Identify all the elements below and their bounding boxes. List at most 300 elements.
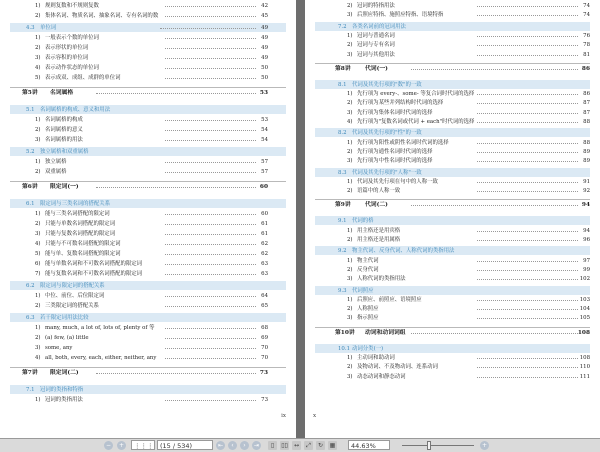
toc-entry-number: 5.2 <box>26 149 35 155</box>
zoom-in-plus-icon[interactable]: + <box>481 442 488 449</box>
toc-entry-number: 1) <box>347 139 353 146</box>
toc-entry-title: 先行项为某些并列结构时代词的选择 <box>357 100 444 107</box>
leader-dots <box>165 274 256 275</box>
page-layout-selector[interactable]: ⋮⋮⋮ <box>131 440 155 450</box>
toc-page-number: 86 <box>583 91 590 98</box>
last-page-icon[interactable]: ⇥ <box>253 442 260 449</box>
leader-dots <box>165 348 256 349</box>
toc-section-row[interactable] <box>0 199 296 209</box>
toc-entry-title: 能与单、复数名词搭配的限定词 <box>45 251 121 257</box>
toc-page-number: 105 <box>579 315 590 322</box>
leader-dots <box>165 38 256 39</box>
toc-item-row[interactable] <box>305 235 600 245</box>
toc-entry-title: 先行项为中性名词时代词的选择 <box>357 158 433 165</box>
toc-entry-title: 独立属格 <box>45 159 67 165</box>
leader-dots <box>477 45 578 46</box>
leader-dots <box>165 68 256 69</box>
toc-entry-title: 一般表示个数的单位词 <box>45 35 99 41</box>
toc-item-row[interactable] <box>0 53 296 63</box>
toc-entry-title: 及物动词、不及物动词、连系动词 <box>357 364 438 371</box>
leader-dots <box>477 358 578 359</box>
toc-entry-title: 能与复数名词和不可数名词搭配的限定词 <box>45 271 143 277</box>
two-page-icon[interactable]: ▯▯ <box>281 442 288 449</box>
fit-page-icon[interactable]: ⤢ <box>304 441 313 450</box>
toc-item-row[interactable] <box>0 11 296 21</box>
toc-page-number: 102 <box>579 276 590 283</box>
toc-entry-number: 2) <box>347 237 353 243</box>
toc-page-number: 104 <box>579 306 590 313</box>
toc-entry-number: 1) <box>35 3 41 9</box>
leader-dots <box>477 240 578 241</box>
toc-entry-title: 代词及其先行项的"性"的一致 <box>352 130 422 137</box>
leader-dots <box>477 270 578 271</box>
toc-entry-number: 3) <box>347 51 353 58</box>
toc-entry-title: 若干限定词用法比较 <box>40 315 89 321</box>
toc-item-row[interactable] <box>0 167 296 177</box>
leader-dots <box>165 338 256 339</box>
first-page-icon[interactable]: ⇤ <box>217 442 224 449</box>
toc-page-number: 70 <box>261 355 268 361</box>
toc-entry-title: 先行项为阳性或阴性名词时代词的选择 <box>357 139 449 146</box>
leader-dots <box>165 306 256 307</box>
toc-entry-number: 6) <box>35 261 41 267</box>
toc-entry-title: 冠词的类指用法 <box>45 397 83 403</box>
toc-item-row[interactable] <box>305 117 600 127</box>
toc-entry-number: 3) <box>347 315 353 322</box>
toc-item-row[interactable] <box>305 274 600 284</box>
leader-dots <box>165 234 256 235</box>
toc-page-number: 87 <box>583 100 590 107</box>
toc-entry-number: 第7讲 <box>22 370 38 376</box>
toc-entry-title: 名词属格的构成、意义和用法 <box>40 107 111 113</box>
leader-dots <box>165 120 256 121</box>
toc-entry-title: 先行项为集体名词时代词的选择 <box>357 109 433 116</box>
toc-entry-title: 能与三类名词搭配的限定词 <box>45 211 110 217</box>
toc-page-number: 110 <box>579 364 590 371</box>
toc-entry-number: 7) <box>35 271 41 277</box>
toc-page-number: 78 <box>583 42 590 49</box>
toc-entry-number: 8.3 <box>338 169 347 176</box>
toc-entry-title: 人称代词的类指用法 <box>357 276 406 283</box>
toc-entry-title: 代词及其先行项的"数"的一致 <box>352 81 422 88</box>
leader-dots <box>477 152 578 153</box>
toc-entry-number: 6.2 <box>26 283 35 289</box>
leader-dots <box>477 161 578 162</box>
toc-entry-number: 第9讲 <box>335 202 351 209</box>
toc-entry-number: 5) <box>35 251 41 257</box>
toc-item-row[interactable] <box>0 135 296 145</box>
single-page-icon[interactable]: ▯ <box>268 441 277 450</box>
leader-dots <box>477 55 578 56</box>
toc-entry-number: 5) <box>35 75 41 81</box>
toc-entry-title: (a) few, (a) little <box>45 335 89 341</box>
toc-entry-title: 动词分类(一) <box>352 345 384 352</box>
toc-entry-number: 1) <box>35 293 41 299</box>
toc-page-number: 49 <box>261 35 268 41</box>
toc-entry-title: 先行项为"复数名词或代词 + each"时代词的选择 <box>357 119 475 125</box>
leader-dots <box>165 58 256 59</box>
leader-dots <box>477 122 578 123</box>
toc-entry-title: 名词属格 <box>50 90 74 96</box>
thumbnails-icon[interactable]: ▦ <box>329 442 336 449</box>
toc-page-number: 69 <box>261 335 268 341</box>
toc-page-number: 54 <box>261 127 268 133</box>
toc-entry-title: 物主代词、反身代词、人称代词的类指用法 <box>352 248 455 255</box>
toc-entry-number: 2) <box>347 306 353 313</box>
toc-entry-title: 冠词的特指用法 <box>357 3 395 9</box>
toc-entry-title: 代词及其先行项在句中的人称一致 <box>357 178 438 185</box>
toc-page-number: 76 <box>583 32 590 39</box>
toc-entry-title: 先行项为 every-、some- 等复合词时代词的选择 <box>357 91 475 98</box>
toc-section-row[interactable] <box>0 385 296 395</box>
toc-entry-number: 3) <box>35 137 41 143</box>
toc-entry-title: 用主格还是用宾格 <box>357 227 401 234</box>
toc-entry-number: 3) <box>347 158 353 165</box>
leader-dots <box>411 333 578 334</box>
toc-entry-title: 冠词与其他用法 <box>357 51 395 58</box>
toc-entry-number: 2) <box>35 335 41 341</box>
fit-width-icon[interactable]: ↔ <box>293 442 300 449</box>
toc-page-number: 61 <box>261 231 268 237</box>
leader-dots <box>165 130 256 131</box>
toc-page-number: 64 <box>261 293 268 299</box>
toc-entry-number: 6.3 <box>26 315 35 321</box>
toc-chapter-row[interactable] <box>0 182 296 192</box>
leader-dots <box>411 205 578 206</box>
toc-entry-number: 2) <box>347 42 353 49</box>
leader-dots <box>165 172 256 173</box>
toc-entry-number: 1) <box>347 32 353 39</box>
toc-entry-title: 冠词与普通名词 <box>357 32 395 39</box>
toc-entry-title: 代词(一) <box>365 65 388 72</box>
toc-item-row[interactable] <box>0 33 296 43</box>
toc-entry-number: 1) <box>35 117 41 123</box>
toc-entry-title: 限定词与限定词的搭配关系 <box>40 283 105 289</box>
toc-item-row[interactable] <box>0 323 296 333</box>
toc-item-row[interactable] <box>0 395 296 405</box>
leader-dots <box>477 182 578 183</box>
leader-dots <box>165 16 256 17</box>
toc-item-row[interactable] <box>0 259 296 269</box>
toc-entry-title: 名词属格的意义 <box>45 127 83 133</box>
toc-item-row[interactable] <box>0 269 296 279</box>
toc-page-number: 108 <box>579 355 590 361</box>
toc-chapter-row[interactable] <box>0 368 296 378</box>
toc-page-number: 94 <box>581 202 590 209</box>
leader-dots <box>165 140 256 141</box>
toc-page-number: 49 <box>261 45 268 51</box>
leader-dots <box>160 28 256 29</box>
leader-dots <box>477 36 578 37</box>
toc-page-number: 111 <box>579 373 590 380</box>
toc-page-number: 81 <box>583 51 590 58</box>
leader-dots <box>477 94 578 95</box>
toc-section-row[interactable] <box>0 313 296 323</box>
toc-item-row[interactable] <box>0 343 296 353</box>
toc-page-number: 91 <box>583 178 590 185</box>
toc-item-row[interactable] <box>0 291 296 301</box>
toc-entry-number: 1) <box>347 355 353 361</box>
toc-chapter-row[interactable] <box>0 88 296 98</box>
toc-entry-title: 三类限定词的搭配关系 <box>45 303 99 309</box>
leader-dots <box>477 367 578 368</box>
toc-item-row[interactable] <box>0 353 296 363</box>
toc-page-number: 62 <box>261 241 268 247</box>
toc-page-number: 73 <box>259 370 268 376</box>
zoom-slider-handle[interactable] <box>427 441 431 450</box>
toc-entry-title: 单位词 <box>40 25 57 31</box>
toc-page-number: 87 <box>583 109 590 116</box>
toc-page-number: 62 <box>261 251 268 257</box>
toc-entry-number: 2) <box>35 13 41 19</box>
toc-entry-title: 代词照应 <box>352 287 374 294</box>
toc-entry-number: 5.1 <box>26 107 35 113</box>
toc-page-number: 96 <box>583 237 590 243</box>
leader-dots <box>165 48 256 49</box>
toc-entry-number: 3) <box>35 345 41 351</box>
leader-dots <box>165 328 256 329</box>
leader-dots <box>477 309 578 310</box>
leader-dots <box>165 162 256 163</box>
leader-dots <box>165 214 256 215</box>
toc-page-number: 63 <box>261 271 268 277</box>
toc-entry-number: 9.2 <box>338 248 347 255</box>
toc-item-row[interactable] <box>0 219 296 229</box>
toc-entry-number: 第8讲 <box>335 65 351 72</box>
leader-dots <box>477 231 578 232</box>
toc-page-number: 70 <box>261 345 268 351</box>
toc-item-row[interactable] <box>305 50 600 60</box>
toc-chapter-row[interactable] <box>305 200 600 210</box>
toc-item-row[interactable] <box>305 186 600 196</box>
toc-item-row[interactable] <box>0 333 296 343</box>
toc-item-row[interactable] <box>0 125 296 135</box>
right-page <box>305 0 600 438</box>
toc-page-number: 57 <box>261 159 268 165</box>
toc-page-number: 88 <box>583 119 590 125</box>
toc-entry-number: 2) <box>347 266 353 273</box>
leader-dots <box>477 191 578 192</box>
toc-entry-number: 4) <box>347 119 353 125</box>
toc-entry-title: 后照应、前照应、语境照应 <box>357 296 422 303</box>
toc-entry-number: 1) <box>35 397 41 403</box>
toc-entry-number: 4) <box>35 241 41 247</box>
toc-item-row[interactable] <box>305 313 600 323</box>
toc-entry-title: 冠词的类指和特指 <box>40 387 84 393</box>
toc-page-number: 108 <box>577 329 590 336</box>
toc-section-row[interactable] <box>0 281 296 291</box>
toc-entry-number: 3) <box>347 12 353 19</box>
toc-entry-title: 限定词与三类名词的搭配关系 <box>40 201 111 207</box>
toc-entry-number: 10.1 <box>338 345 351 352</box>
toc-entry-title: 限定词(二) <box>50 370 79 376</box>
toc-chapter-row[interactable] <box>305 328 600 338</box>
toc-item-row[interactable] <box>0 239 296 249</box>
toc-item-row[interactable] <box>0 115 296 125</box>
zoom-out-icon[interactable]: − <box>105 442 112 449</box>
viewer-toolbar <box>0 438 600 452</box>
leader-dots <box>165 296 256 297</box>
toc-entry-title: 代词(二) <box>365 202 388 209</box>
toc-entry-title: 表示形状的单位词 <box>45 45 89 51</box>
toc-page-number: 60 <box>259 184 268 190</box>
next-page-icon[interactable]: › <box>240 441 249 450</box>
toc-entry-number: 2) <box>347 148 353 155</box>
toc-entry-title: 人称照应 <box>357 306 379 313</box>
toc-entry-title: 名词属格的用法 <box>45 137 83 143</box>
toc-entry-number: 4.3 <box>26 25 35 31</box>
toc-entry-number: 2) <box>347 188 353 195</box>
leader-dots <box>165 6 256 7</box>
rotate-icon[interactable]: ↻ <box>317 442 324 449</box>
toc-page-number: 63 <box>261 261 268 267</box>
toc-page-number: 89 <box>583 148 590 155</box>
page-footer-number: x <box>313 413 317 419</box>
toc-entry-title: 各类名词前的冠词用法 <box>352 23 406 30</box>
toc-page-number: 50 <box>261 65 268 71</box>
left-page <box>0 0 296 438</box>
leader-dots <box>477 377 578 378</box>
toc-entry-number: 2) <box>35 303 41 309</box>
toc-entry-number: 8.2 <box>338 130 347 137</box>
leader-dots <box>477 300 578 301</box>
toc-page-number: 73 <box>261 397 268 403</box>
toc-entry-title: 名词属格的构成 <box>45 117 83 123</box>
toc-item-row[interactable] <box>0 1 296 11</box>
toc-section-row[interactable] <box>0 105 296 115</box>
toc-page-number: 53 <box>259 90 268 96</box>
toc-item-row[interactable] <box>0 301 296 311</box>
toc-entry-title: 限定词(一) <box>50 184 79 190</box>
toc-entry-number: 1) <box>347 296 353 303</box>
toc-entry-number: 2) <box>347 3 353 9</box>
toc-page-number: 86 <box>581 65 590 72</box>
toc-entry-title: 只能与单数名词搭配的限定词 <box>45 221 116 227</box>
toc-item-row[interactable] <box>305 372 600 382</box>
leader-dots <box>165 264 256 265</box>
leader-dots <box>165 358 256 359</box>
toc-entry-title: 双重属格 <box>45 169 67 175</box>
toc-entry-title: 独立属格和双重属格 <box>40 149 89 155</box>
toc-entry-title: 指示照应 <box>357 315 379 322</box>
toc-entry-number: 7.1 <box>26 387 35 393</box>
toc-item-row[interactable] <box>0 63 296 73</box>
zoom-field[interactable]: 44.63% <box>348 440 390 450</box>
toc-page-number: 65 <box>261 303 268 309</box>
toc-entry-number: 1) <box>35 325 41 331</box>
toc-section-row[interactable] <box>0 147 296 157</box>
toc-page-number: 57 <box>261 169 268 175</box>
toc-entry-number: 2) <box>35 45 41 51</box>
toc-entry-title: 反身代词 <box>357 266 379 273</box>
toc-item-row[interactable] <box>0 157 296 167</box>
toc-entry-title: 表示成双、成组、成群的单位词 <box>45 75 121 81</box>
leader-dots <box>96 93 256 94</box>
toc-entry-number: 1) <box>35 159 41 165</box>
leader-dots <box>165 244 256 245</box>
toc-entry-number: 6.1 <box>26 201 35 207</box>
toc-page-number: 97 <box>583 257 590 264</box>
page-number-field[interactable]: (15 / 534) <box>157 440 213 450</box>
toc-item-row[interactable] <box>0 73 296 83</box>
leader-dots <box>477 318 578 319</box>
toc-page-number: 50 <box>261 75 268 81</box>
toc-section-row[interactable] <box>0 23 296 33</box>
toc-item-row[interactable] <box>0 229 296 239</box>
leader-dots <box>165 400 256 401</box>
leader-dots <box>477 279 578 280</box>
toc-item-row[interactable] <box>305 10 600 20</box>
toc-entry-title: 后照应特指、施照应特指、语境特指 <box>357 12 444 19</box>
toc-entry-title: 只能与不可数名词搭配的限定词 <box>45 241 121 247</box>
toc-page-number: 49 <box>261 55 268 61</box>
leader-dots <box>477 15 578 16</box>
zoom-in-icon[interactable]: + <box>118 442 125 449</box>
zoom-slider[interactable] <box>402 445 474 446</box>
toc-entry-title: 能与单数名词和不可数名词搭配的限定词 <box>45 261 143 267</box>
toc-item-row[interactable] <box>0 43 296 53</box>
toc-entry-number: 2) <box>347 100 353 107</box>
toc-entry-number: 7.2 <box>338 23 347 30</box>
toc-item-row[interactable] <box>0 209 296 219</box>
toc-entry-title: 语篇中的人称一致 <box>357 188 401 195</box>
toc-page-number: 99 <box>583 266 590 273</box>
toc-entry-title: many, much, a lot of, lots of, plenty of 等 <box>45 325 155 331</box>
toc-page-number: 103 <box>579 296 590 303</box>
toc-entry-number: 3) <box>35 231 41 237</box>
toc-entry-number: 1) <box>35 35 41 41</box>
toc-entry-number: 1) <box>347 91 353 98</box>
toc-entry-number: 2) <box>35 127 41 133</box>
toc-page-number: 42 <box>261 3 268 9</box>
toc-item-row[interactable] <box>0 249 296 259</box>
toc-entry-title: 代词及其先行项的"人称"一致 <box>352 169 422 176</box>
toc-entry-number: 第6讲 <box>22 184 38 190</box>
toc-entry-number: 4) <box>35 355 41 361</box>
toc-entry-number: 第10讲 <box>335 329 355 336</box>
toc-entry-title: 只能与复数名词搭配的限定词 <box>45 231 116 237</box>
toc-entry-title: all, both, every, each, either, neither, any <box>45 355 157 361</box>
toc-entry-number: 1) <box>35 211 41 217</box>
toc-page-number: 68 <box>261 325 268 331</box>
toc-entry-number: 2) <box>35 221 41 227</box>
toc-entry-title: 主动词和助动词 <box>357 355 395 361</box>
toc-chapter-row[interactable] <box>305 64 600 74</box>
leader-dots <box>165 254 256 255</box>
toc-item-row[interactable] <box>305 156 600 166</box>
toc-entry-number: 3) <box>35 55 41 61</box>
leader-dots <box>165 224 256 225</box>
toc-entry-title: 动词和动词词组 <box>365 329 406 336</box>
leader-dots <box>477 103 578 104</box>
toc-entry-title: 冠词与专有名词 <box>357 42 395 49</box>
toc-entry-title: some, any <box>45 345 73 351</box>
previous-page-icon[interactable]: ‹ <box>228 441 237 450</box>
leader-dots <box>411 69 578 70</box>
toc-page-number: 53 <box>261 117 268 123</box>
leader-dots <box>477 143 578 144</box>
toc-page-number: 61 <box>261 221 268 227</box>
toc-page-number: 54 <box>261 137 268 143</box>
toc-entry-title: 表示动作状态的单位词 <box>45 65 99 71</box>
toc-page-number: 45 <box>261 13 268 19</box>
toc-page-number: 49 <box>261 25 268 31</box>
toc-entry-number: 8.1 <box>338 81 347 88</box>
toc-page-number: 92 <box>583 188 590 195</box>
leader-dots <box>477 261 578 262</box>
toc-entry-number: 3) <box>347 276 353 283</box>
toc-entry-number: 2) <box>347 364 353 371</box>
